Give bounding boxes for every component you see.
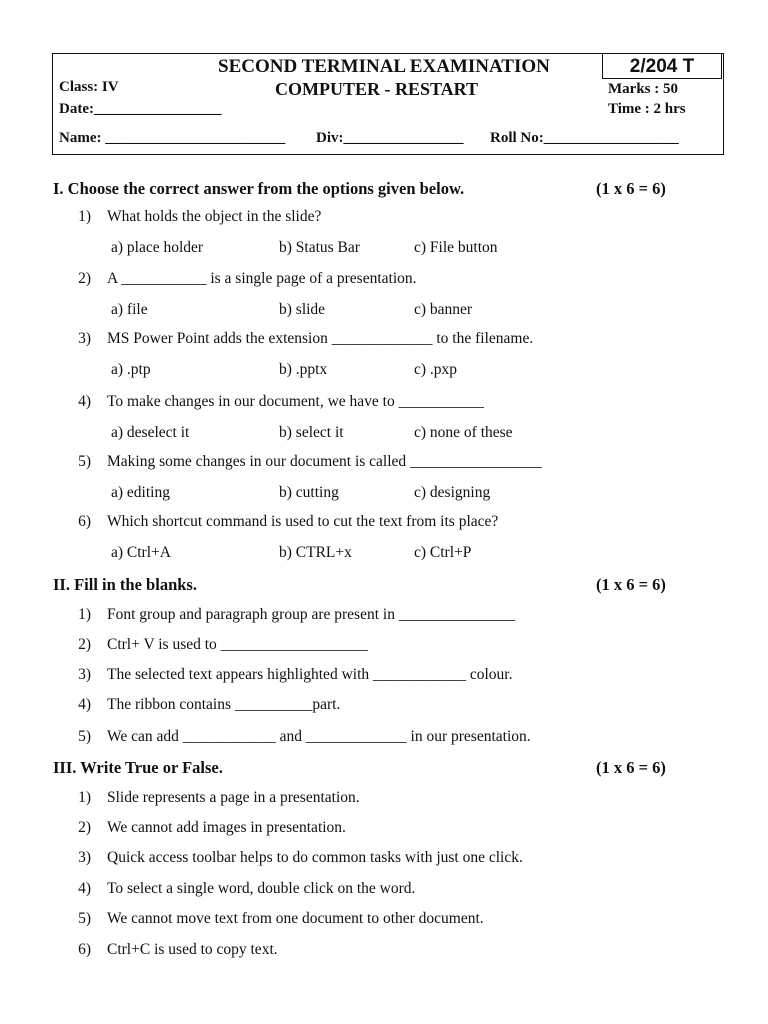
section-1-marks: (1 x 6 = 6) [596,179,666,198]
answer-option: c) .pxp [414,361,458,378]
class-field: Class: IV [59,79,119,95]
question-number: 1) [78,606,91,623]
answer-option: b) select it [279,424,344,441]
question-text: Making some changes in our document is called _________________ [107,453,542,470]
section-2-marks: (1 x 6 = 6) [596,575,666,594]
question-text: Ctrl+ V is used to ___________________ [107,636,368,653]
answer-option: a) .ptp [111,361,151,378]
question-number: 3) [78,666,91,683]
question-number: 2) [78,636,91,653]
question-text: What holds the object in the slide? [107,208,322,225]
answer-option: c) none of these [414,424,513,441]
question-text: Quick access toolbar helps to do common tasks with just one click. [107,849,523,866]
question-text: To select a single word, double click on the word. [107,880,416,897]
date-field: Date:_________________ [59,101,222,117]
question-text: The ribbon contains __________part. [107,696,341,713]
question-number: 1) [78,208,91,225]
question-text: Slide represents a page in a presentation. [107,789,360,806]
answer-option: b) slide [279,301,326,318]
question-number: 3) [78,330,91,347]
question-number: 2) [78,819,91,836]
question-number: 5) [78,453,91,470]
question-number: 5) [78,910,91,927]
answer-option: a) Ctrl+A [111,544,171,561]
answer-option: c) designing [414,484,491,501]
question-text: Ctrl+C is used to copy text. [107,941,278,958]
question-number: 4) [78,880,91,897]
time-field: Time : 2 hrs [608,101,686,117]
exam-subject: COMPUTER - RESTART [275,79,479,99]
paper-code: 2/204 T [602,53,722,79]
section-3-marks: (1 x 6 = 6) [596,758,666,777]
question-number: 4) [78,696,91,713]
question-text: MS Power Point adds the extension _____________ to the filename. [107,330,534,347]
question-text: A ___________ is a single page of a presentation. [107,270,417,287]
question-text: We can add ____________ and _____________ in our presentation. [107,728,531,745]
answer-option: c) banner [414,301,473,318]
question-number: 6) [78,941,91,958]
answer-option: b) Status Bar [279,239,360,256]
answer-option: b) .pptx [279,361,328,378]
question-number: 5) [78,728,91,745]
answer-option: b) cutting [279,484,339,501]
exam-title: SECOND TERMINAL EXAMINATION [218,56,550,77]
answer-option: a) editing [111,484,170,501]
roll-no-field: Roll No:__________________ [490,130,679,146]
question-text: We cannot move text from one document to other document. [107,910,484,927]
question-text: We cannot add images in presentation. [107,819,346,836]
question-number: 2) [78,270,91,287]
answer-option: b) CTRL+x [279,544,352,561]
question-text: The selected text appears highlighted with ____________ colour. [107,666,513,683]
marks-field: Marks : 50 [608,81,678,97]
answer-option: a) deselect it [111,424,190,441]
section-2-heading: II. Fill in the blanks. [53,575,197,594]
question-text: To make changes in our document, we have to ___________ [107,393,484,410]
question-number: 3) [78,849,91,866]
name-field: Name: ________________________ [59,130,286,146]
question-number: 6) [78,513,91,530]
answer-option: a) file [111,301,148,318]
div-field: Div:________________ [316,130,464,146]
question-number: 1) [78,789,91,806]
question-number: 4) [78,393,91,410]
question-text: Font group and paragraph group are present in _______________ [107,606,516,623]
answer-option: c) Ctrl+P [414,544,472,561]
question-text: Which shortcut command is used to cut the text from its place? [107,513,499,530]
answer-option: c) File button [414,239,498,256]
answer-option: a) place holder [111,239,204,256]
section-1-heading: I. Choose the correct answer from the options given below. [53,179,465,198]
section-3-heading: III. Write True or False. [53,758,223,777]
